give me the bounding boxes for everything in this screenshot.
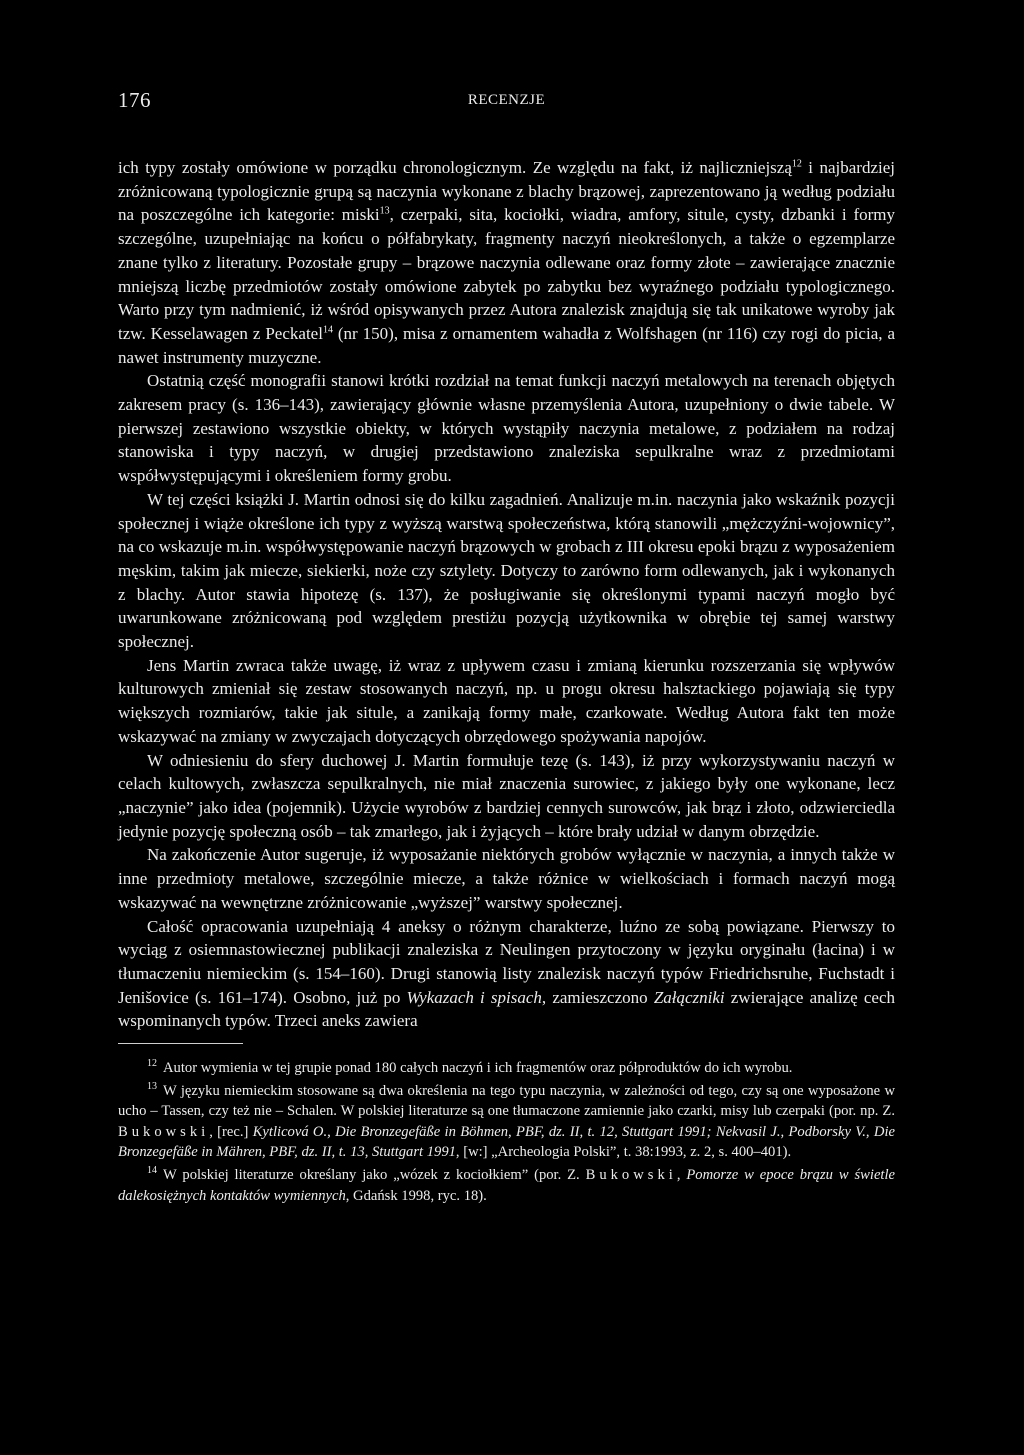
footnote-number: 14 (147, 1165, 157, 1177)
footnote-ref-14[interactable]: 14 (322, 324, 333, 336)
footnote-ref-12[interactable]: 12 (791, 158, 802, 170)
paragraph-7: Całość opracowania uzupełniają 4 aneksy o różnym charakterze, luźno ze sobą powiązane. Pierwszy to wyciąg z osiemnastowiecznej publikacji znaleziska z Neulingen przytoczony w języku oryginału (łacina) i w tłumaczeniu niemieckim (s. 154–160). Drugi stanowią listy znalezisk naczyń typów Friedrichsruhe, Fuchstadt i Jenišovice (s. 161–174). Osobno, już po Wykazach i spisach, zamieszczono Załączniki zwierające analizę cech wspominanych typów. Trzeci aneks zawiera (118, 916, 896, 1031)
italic-title: Załączniki (653, 987, 725, 1007)
footnote-separator (118, 1043, 243, 1044)
footnote-number: 12 (147, 1058, 157, 1070)
body-text (118, 156, 895, 1033)
footnote-ref-13[interactable]: 13 (379, 205, 390, 217)
paragraph-3: W tej części książki J. Martin odnosi się do kilku zagadnień. Analizuje m.in. naczynia jako wskaźnik pozycji społecznej i wiąże określone ich typy z wyższą warstwą społeczeństwa, którą stanowili „mężczyźni-wojownicy”, na co wskazuje m.in. współwystępowanie naczyń brązowych w grobach z III okresu epoki brązu z wyposażeniem męskim, takim jak miecze, siekierki, noże czy sztylety. Dotyczy to zarówno form odlewanych, jak i wykonanych z blachy. Autor stawia hipotezę (s. 137), że posługiwanie się określonymi typami naczyń mogło być uwarunkowane zróżnicowaną pod względem prestiżu pozycją użytkownika w obrębie tej samej warstwy społecznej. (118, 489, 895, 652)
running-head: RECENZJE (467, 92, 546, 108)
paragraph-5: W odniesieniu do sfery duchowej J. Martin formułuje tezę (s. 143), iż przy wykorzystywaniu naczyń w celach kultowych, zwłaszcza sepulkralnych, nie miał znaczenia surowiec, z jakiego były one wykonane, lecz „naczynie” jako idea (pojemnik). Użycie wyrobów z bardziej cennych surowców, jak brąz i złoto, odzwierciedla jedynie pozycję społeczną osób – tak zmarłego, jak i żyjących – które brały udział w danym obrzędzie. (118, 750, 895, 841)
author-name: Bukowski (118, 1123, 210, 1140)
paragraph-6: Na zakończenie Autor sugeruje, iż wyposażanie niektórych grobów wyłącznie w naczynia, a innych także w inne przedmioty metalowe, szczególnie miecze, a także różnice w wielkościach i formach naczyń mogą wskazywać na wewnętrzne zróżnicowanie „wyższej” warstwy społecznej. (118, 845, 895, 912)
italic-citation: Pomorze w epoce brązu w świetle dalekosiężnych kontaktów wymiennych (118, 1166, 896, 1204)
footnotes (118, 1058, 895, 1206)
footnote-13: $^{13}$ W języku niemieckim stosowane są dwa określenia na tego typu naczynia, w zależności od tego, czy są one wyposażone w ucho – Tassen, czy też nie – Schalen. W polskiej literaturze są one tłumaczone zamiennie jako czarki, misy lub czerpaki (por. np. Z. Bukowski, [rec.] Kytlicová O., Die Bronzegefäße in Böhmen, PBF, dz. II, t. 12, Stuttgart 1991; Nekvasil J., Podborsky V., Die Bronzegefäße in Mähren, PBF, dz. II, t. 13, Stuttgart 1991, [w:] „Archeologia Polski”, t. 38:1993, z. 2, s. 400–401). (118, 1080, 895, 1161)
footnote-14: $^{14}$ W polskiej literaturze określany jako „wózek z kociołkiem” (por. Z. Bukowski, Pomorze w epoce brązu w świetle dalekosiężnych kontaktów wymiennych, Gdańsk 1998, ryc. 18). (118, 1165, 896, 1204)
footnote-number: 13 (147, 1080, 157, 1092)
author-name: Bukowski (585, 1166, 677, 1183)
paragraph-4: Jens Martin zwraca także uwagę, iż wraz z upływem czasu i zmianą kierunku rozszerzania się wpływów kulturowych zmieniał się zestaw stosowanych naczyń, np. u progu okresu halsztackiego pojawiają się typy większych rozmiarów, takie jak situle, a zanikają formy małe, czarkowate. Według Autora fakt ten może wskazywać na zmiany w zwyczajach dotyczących obrzędowego spożywania napojów. (118, 655, 895, 746)
page-header (118, 88, 895, 120)
paragraph-1: ich typy zostały omówione w porządku chronologicznym. Ze względu na fakt, iż najliczniejszą$^{12}$ i najbardziej zróżnicowaną typologicznie grupą są naczynia wykonane z blachy brązowej, zaprezentowano ją według podziału na poszczególne ich kategorie: miski$^{13}$, czerpaki, sita, kociołki, wiadra, amfory, situle, cysty, dzbanki i formy szczególne, uzupełniając na końcu o półfabrykaty, fragmenty naczyń nieokreślonych, a także o egzemplarze znane tylko z literatury. Pozostałe grupy – brązowe naczynia odlewane oraz formy złote – zawierające znacznie mniejszą liczbę przedmiotów zostały omówione zabytek po zabytku bez wyraźnego podziału typologicznego. Warto przy tym nadmienić, iż wśród opisywanych przez Autora znalezisk znajdują się tak unikatowe wyroby jak tzw. Kesselawagen z Peckatel$^{14}$ (nr 150), misa z ornamentem wahadła z Wolfshagen (nr 116) czy rogi do picia, a nawet instrumenty muzyczne. (118, 158, 895, 367)
italic-title: Wykazach i spisach (406, 987, 542, 1007)
page-number: 176 (118, 88, 151, 112)
footnote-12: $^{12}$ Autor wymienia w tej grupie ponad 180 całych naczyń i ich fragmentów oraz półproduktów do ich wyrobu. (147, 1058, 793, 1077)
document-page (118, 88, 895, 1208)
italic-citation: Kytlicová O., Die Bronzegefäße in Böhmen, PBF, dz. II, t. 12, Stuttgart 1991; Nekvasil J., Podborsky V., Die Bronzegefäße in Mähren, PBF, dz. II, t. 13, Stuttgart 1991 (118, 1123, 895, 1161)
paragraph-2: Ostatnią część monografii stanowi krótki rozdział na temat funkcji naczyń metalowych na terenach objętych zakresem pracy (s. 136–143), zawierający głównie własne przemyślenia Autora, uzupełniony o dwie tabele. W pierwszej zestawiono wszystkie obiekty, w których wystąpiły naczynia metalowe, z podziałem na rodzaj stanowiska i typy naczyń, w drugiej przedstawiono znaleziska sepulkralne wraz z przedmiotami współwystępującymi i określeniem formy grobu. (118, 371, 895, 486)
